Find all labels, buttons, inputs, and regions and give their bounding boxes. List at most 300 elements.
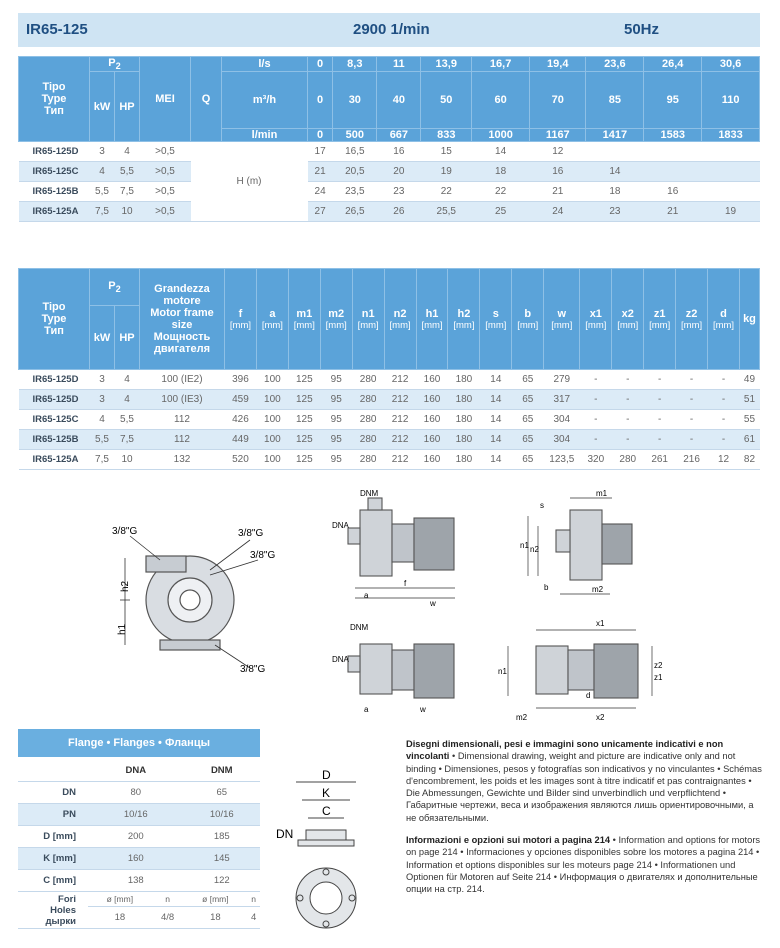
hp-cell: 10 bbox=[115, 202, 140, 222]
dim-cell: 125 bbox=[288, 430, 320, 450]
flange-dnm-value: 122 bbox=[184, 870, 260, 892]
dim-cell: 160 bbox=[416, 410, 448, 430]
dim-cell: 180 bbox=[448, 450, 480, 470]
model-cell: IR65-125C bbox=[19, 410, 90, 430]
dnm-label-2: DNM bbox=[350, 623, 369, 632]
col-p2-2 bbox=[90, 269, 140, 306]
flange-dnm-head: DNM bbox=[184, 760, 260, 782]
frame-label: motore bbox=[163, 295, 201, 307]
flange-dna-value: 10/16 bbox=[88, 804, 184, 826]
head-cell: 12 bbox=[530, 142, 586, 162]
dim-cell: 180 bbox=[448, 410, 480, 430]
dim-cell: 304 bbox=[544, 410, 580, 430]
col-name: d bbox=[720, 307, 727, 320]
col-name: z1 bbox=[653, 307, 666, 320]
dim-cell: - bbox=[644, 370, 676, 390]
head-cell: 14 bbox=[472, 142, 530, 162]
kw-cell: 3 bbox=[90, 370, 115, 390]
flange-corner bbox=[18, 760, 88, 782]
dim-cell: 125 bbox=[288, 450, 320, 470]
head-cell: 21 bbox=[530, 182, 586, 202]
head-cell: 27 bbox=[308, 202, 333, 222]
dim-cell: - bbox=[676, 390, 708, 410]
flow-m3h: 95 bbox=[644, 72, 702, 129]
dim-cell: 12 bbox=[708, 450, 740, 470]
n2-label: n2 bbox=[530, 545, 539, 554]
flow-m3h: 70 bbox=[530, 72, 586, 129]
dim-cell: - bbox=[580, 390, 612, 410]
h2-label: h2 bbox=[120, 580, 131, 592]
flange-row-label: C [mm] bbox=[18, 870, 88, 892]
kw-cell: 7,5 bbox=[90, 450, 115, 470]
performance-table bbox=[18, 56, 760, 222]
dna-label-2: DNA bbox=[332, 655, 349, 664]
flow-lmin: 1833 bbox=[702, 129, 760, 142]
model-cell: IR65-125C bbox=[19, 162, 90, 182]
dim-cell: 520 bbox=[225, 450, 257, 470]
dim-cell: 160 bbox=[416, 370, 448, 390]
dim-cell: - bbox=[612, 390, 644, 410]
dim-cell: - bbox=[708, 430, 740, 450]
head-cell: 24 bbox=[530, 202, 586, 222]
col-hp: HP bbox=[115, 72, 140, 142]
flange-dnm-value: 145 bbox=[184, 848, 260, 870]
hp-cell: 10 bbox=[115, 450, 140, 470]
flow-ls: 11 bbox=[377, 57, 421, 72]
head-cell: 18 bbox=[586, 182, 644, 202]
flange-row-label: PN bbox=[18, 804, 88, 826]
holes-label bbox=[18, 892, 88, 929]
flow-m3h: 110 bbox=[702, 72, 760, 129]
flange-dnm-value: 10/16 bbox=[184, 804, 260, 826]
flange-row-label: K [mm] bbox=[18, 848, 88, 870]
kg-cell: 82 bbox=[739, 450, 759, 470]
col-unit: [mm] bbox=[421, 319, 443, 331]
p2-sub: 2 bbox=[115, 284, 121, 295]
flange-dnm-value: 185 bbox=[184, 826, 260, 848]
col-tipo-2 bbox=[19, 269, 90, 370]
col-tipo bbox=[19, 57, 90, 142]
flow-lmin: 1583 bbox=[644, 129, 702, 142]
flow-m3h: 40 bbox=[377, 72, 421, 129]
flow-m3h: 0 bbox=[308, 72, 333, 129]
head-cell: 23 bbox=[586, 202, 644, 222]
head-cell: 17 bbox=[308, 142, 333, 162]
flange-dnm-value: 65 bbox=[184, 782, 260, 804]
hp-cell: 4 bbox=[115, 142, 140, 162]
mei-cell: >0,5 bbox=[140, 202, 191, 222]
x1-label: x1 bbox=[596, 619, 605, 628]
dim-cell: 212 bbox=[384, 450, 416, 470]
dim-cell: 449 bbox=[225, 430, 257, 450]
head-cell: 15 bbox=[421, 142, 472, 162]
w-label-2: w bbox=[420, 705, 426, 714]
dim-cell: - bbox=[580, 370, 612, 390]
col-name: h2 bbox=[457, 307, 471, 320]
dim-cell: 100 bbox=[256, 370, 288, 390]
dim-cell: 65 bbox=[512, 430, 544, 450]
flange-row-label: DN bbox=[18, 782, 88, 804]
dim-cell: 95 bbox=[320, 410, 352, 430]
dim-cell: 212 bbox=[384, 430, 416, 450]
flange-row bbox=[18, 848, 260, 870]
flow-lmin: 833 bbox=[421, 129, 472, 142]
holes-value: 4 bbox=[247, 907, 260, 929]
holes-row bbox=[18, 892, 260, 907]
col-z2 bbox=[676, 269, 708, 370]
flow-m3h: 85 bbox=[586, 72, 644, 129]
flow-ls: 13,9 bbox=[421, 57, 472, 72]
head-cell: 23,5 bbox=[333, 182, 377, 202]
frame-label: Motor frame bbox=[150, 307, 214, 319]
frame-cell: 112 bbox=[140, 430, 225, 450]
head-cell: 22 bbox=[421, 182, 472, 202]
dim-cell: - bbox=[676, 430, 708, 450]
col-w bbox=[544, 269, 580, 370]
flow-lmin: 1167 bbox=[530, 129, 586, 142]
flow-lmin: 0 bbox=[308, 129, 333, 142]
frame-cell: 100 (IE2) bbox=[140, 370, 225, 390]
w-label: w bbox=[430, 599, 436, 608]
model-cell: IR65-125D bbox=[19, 390, 90, 410]
dim-cell: 320 bbox=[580, 450, 612, 470]
col-name: a bbox=[269, 307, 276, 320]
col-kw-2: kW bbox=[90, 306, 115, 370]
head-cell bbox=[702, 182, 760, 202]
unit-m3h: m³/h bbox=[222, 72, 308, 129]
table-row bbox=[19, 182, 760, 202]
dim-cell: 123,5 bbox=[544, 450, 580, 470]
head-cell: 16 bbox=[377, 142, 421, 162]
dimensions-table bbox=[18, 268, 760, 470]
col-name: h1 bbox=[425, 307, 439, 320]
table-row bbox=[19, 162, 760, 182]
dim-cell: 65 bbox=[512, 450, 544, 470]
col-hp-2: HP bbox=[115, 306, 140, 370]
dim-cell: - bbox=[612, 430, 644, 450]
frequency-label: 50Hz bbox=[624, 21, 660, 38]
col-name: m2 bbox=[328, 307, 345, 320]
mei-cell: >0,5 bbox=[140, 162, 191, 182]
holes-sub: ø [mm] bbox=[88, 892, 152, 907]
flow-m3h: 30 bbox=[333, 72, 377, 129]
dim-cell: - bbox=[644, 390, 676, 410]
table-row bbox=[19, 450, 760, 470]
col-p2 bbox=[90, 57, 140, 72]
dim-cell: - bbox=[612, 370, 644, 390]
col-mei: MEI bbox=[140, 57, 191, 142]
holes-text: Holes bbox=[50, 904, 76, 916]
mei-cell: >0,5 bbox=[140, 182, 191, 202]
port-label-3: 3/8"G bbox=[250, 550, 276, 561]
dim-cell: 100 bbox=[256, 390, 288, 410]
dim-cell: - bbox=[644, 430, 676, 450]
kg-cell: 51 bbox=[739, 390, 759, 410]
head-cell: 16 bbox=[530, 162, 586, 182]
flange-row bbox=[18, 782, 260, 804]
a-label: a bbox=[364, 591, 369, 600]
dim-cell: 95 bbox=[320, 450, 352, 470]
dim-cell: 280 bbox=[352, 430, 384, 450]
flow-ls: 8,3 bbox=[333, 57, 377, 72]
table-row bbox=[19, 410, 760, 430]
dim-cell: 14 bbox=[480, 430, 512, 450]
m2-label-2: m2 bbox=[516, 713, 528, 722]
holes-sub: n bbox=[152, 892, 184, 907]
dim-cell: 180 bbox=[448, 430, 480, 450]
holes-value: 18 bbox=[88, 907, 152, 929]
head-cell: 18 bbox=[472, 162, 530, 182]
frame-label: Grandezza bbox=[154, 283, 210, 295]
col-d bbox=[708, 269, 740, 370]
dim-cell: 317 bbox=[544, 390, 580, 410]
dim-cell: 212 bbox=[384, 390, 416, 410]
col-unit: [mm] bbox=[229, 319, 252, 331]
dim-cell: 65 bbox=[512, 410, 544, 430]
m2-label: m2 bbox=[592, 585, 604, 594]
z2-label: z2 bbox=[654, 661, 663, 670]
tipo-label: Type bbox=[41, 93, 67, 105]
flange-dna-value: 138 bbox=[88, 870, 184, 892]
h1-label: h1 bbox=[117, 623, 128, 635]
port-label-4: 3/8"G bbox=[240, 664, 266, 675]
flange-dna-value: 80 bbox=[88, 782, 184, 804]
dim-cell: 180 bbox=[448, 370, 480, 390]
dim-cell: 426 bbox=[225, 410, 257, 430]
dim-cell: 180 bbox=[448, 390, 480, 410]
unit-ls: l/s bbox=[222, 57, 308, 72]
hp-cell: 5,5 bbox=[115, 410, 140, 430]
dim-cell: 95 bbox=[320, 370, 352, 390]
col-name: n1 bbox=[361, 307, 375, 320]
dim-cell: - bbox=[580, 410, 612, 430]
n1-label: n1 bbox=[520, 541, 529, 550]
dim-cell: 304 bbox=[544, 430, 580, 450]
col-unit: [mm] bbox=[389, 319, 411, 331]
dim-cell: 65 bbox=[512, 390, 544, 410]
head-cell: 19 bbox=[702, 202, 760, 222]
col-b bbox=[512, 269, 544, 370]
dim-cell: 125 bbox=[288, 410, 320, 430]
col-unit: [mm] bbox=[453, 319, 475, 331]
note1-text: • Dimensional drawing, weight and picture are indicative only and not binding • Dimensiones, pesos y fotografías son indicativos y no vinculantes • Schémas d'encombrement, les poids et les images sont à titre indicatif et pas contraignantes • Die Abmessungen, Gewichte und Bilder sind unverbindlich und verpflichtend • Габаритные чертежи, веса и изображения являются лишь ориентировочными, а не обязательными. bbox=[406, 751, 762, 823]
p2-label: P bbox=[108, 57, 116, 69]
p2-sub: 2 bbox=[115, 61, 121, 72]
flow-ls: 26,4 bbox=[644, 57, 702, 72]
col-z1 bbox=[644, 269, 676, 370]
kg-cell: 61 bbox=[739, 430, 759, 450]
holes-text: Fori bbox=[58, 893, 76, 905]
col-name: b bbox=[524, 307, 532, 320]
kw-cell: 5,5 bbox=[90, 430, 115, 450]
dim-cell: 216 bbox=[676, 450, 708, 470]
dim-cell: 95 bbox=[320, 430, 352, 450]
note1-bold: Disegni dimensionali, pesi e immagini sono unicamente indicativi e non vincolanti bbox=[406, 739, 724, 762]
flow-lmin: 500 bbox=[333, 129, 377, 142]
flow-ls: 19,4 bbox=[530, 57, 586, 72]
flange-table bbox=[18, 760, 260, 929]
head-cell: 26 bbox=[377, 202, 421, 222]
note2-text: • Information and options for motors on page 214 • Informaciones y opciones disponibles sobre los motores a pagina 214 • Information et options disponibles sur les moteurs page 214 • Informationen und Optionen für Motoren auf Seite 214 • Информация о двигателях и дополнительные опции на стр. 214. bbox=[406, 835, 761, 895]
dim-cell: 280 bbox=[352, 390, 384, 410]
frame-cell: 132 bbox=[140, 450, 225, 470]
kw-cell: 3 bbox=[90, 142, 115, 162]
flange-row-label: D [mm] bbox=[18, 826, 88, 848]
model-cell: IR65-125B bbox=[19, 430, 90, 450]
kw-cell: 4 bbox=[90, 410, 115, 430]
pump-front-drawing bbox=[100, 520, 320, 685]
flange-dna-value: 160 bbox=[88, 848, 184, 870]
col-a bbox=[256, 269, 288, 370]
flow-ls: 23,6 bbox=[586, 57, 644, 72]
table-row bbox=[19, 430, 760, 450]
note2-bold: Informazioni e opzioni sui motori a pagina 214 bbox=[406, 835, 611, 846]
col-name: f bbox=[238, 307, 243, 320]
table-row bbox=[19, 390, 760, 410]
head-cell: 20,5 bbox=[333, 162, 377, 182]
col-unit: [mm] bbox=[551, 319, 573, 331]
col-unit: [mm] bbox=[712, 319, 735, 331]
tipo-label: Тип bbox=[44, 105, 64, 117]
flange-dna-head: DNA bbox=[88, 760, 184, 782]
model-cell: IR65-125A bbox=[19, 202, 90, 222]
col-unit: [mm] bbox=[261, 319, 283, 331]
holes-sub: n bbox=[247, 892, 260, 907]
flow-ls: 16,7 bbox=[472, 57, 530, 72]
col-unit: [mm] bbox=[357, 319, 379, 331]
model-cell: IR65-125A bbox=[19, 450, 90, 470]
dim-cell: 14 bbox=[480, 410, 512, 430]
pump-bottom-drawing bbox=[496, 616, 666, 726]
hp-cell: 7,5 bbox=[115, 430, 140, 450]
head-cell: 21 bbox=[644, 202, 702, 222]
flange-d-label: D bbox=[322, 768, 331, 782]
dim-cell: 95 bbox=[320, 390, 352, 410]
dim-cell: - bbox=[708, 390, 740, 410]
head-cell: 20 bbox=[377, 162, 421, 182]
frame-label: двигателя bbox=[153, 343, 211, 355]
col-name: w bbox=[557, 307, 567, 320]
head-cell: 26,5 bbox=[333, 202, 377, 222]
dim-cell: 280 bbox=[352, 370, 384, 390]
hp-cell: 4 bbox=[115, 390, 140, 410]
dim-cell: 280 bbox=[352, 450, 384, 470]
frame-cell: 100 (IE3) bbox=[140, 390, 225, 410]
col-kw: kW bbox=[90, 72, 115, 142]
pump-side-drawing bbox=[330, 488, 470, 608]
head-cell: 16 bbox=[644, 182, 702, 202]
frame-label: Мощность bbox=[153, 331, 211, 343]
header-bar bbox=[18, 13, 760, 47]
col-name: x1 bbox=[589, 307, 602, 320]
col-f bbox=[225, 269, 257, 370]
head-cell: 25 bbox=[472, 202, 530, 222]
head-unit-cell: H (m) bbox=[191, 142, 308, 222]
col-m2 bbox=[320, 269, 352, 370]
col-s bbox=[480, 269, 512, 370]
dim-cell: 279 bbox=[544, 370, 580, 390]
head-cell: 19 bbox=[421, 162, 472, 182]
frame-cell: 112 bbox=[140, 410, 225, 430]
kw-cell: 7,5 bbox=[90, 202, 115, 222]
head-cell: 21 bbox=[308, 162, 333, 182]
kg-cell: 49 bbox=[739, 370, 759, 390]
m1-label: m1 bbox=[596, 489, 608, 498]
dim-cell: 100 bbox=[256, 430, 288, 450]
head-cell bbox=[702, 162, 760, 182]
kg-cell: 55 bbox=[739, 410, 759, 430]
pump-rear-drawing bbox=[500, 486, 660, 606]
port-label-2: 3/8"G bbox=[238, 528, 264, 539]
table-row bbox=[19, 370, 760, 390]
holes-text: дырки bbox=[45, 915, 76, 927]
dim-cell: 100 bbox=[256, 450, 288, 470]
dnm-label: DNM bbox=[360, 489, 379, 498]
col-unit: [mm] bbox=[517, 319, 539, 331]
flange-title: Flange • Flanges • Фланцы bbox=[18, 729, 260, 757]
col-x2 bbox=[612, 269, 644, 370]
dim-cell: 65 bbox=[512, 370, 544, 390]
col-name: s bbox=[492, 307, 499, 320]
tipo-label: Тип bbox=[44, 325, 64, 337]
dim-cell: 160 bbox=[416, 390, 448, 410]
model-cell: IR65-125D bbox=[19, 370, 90, 390]
table-row bbox=[19, 202, 760, 222]
flange-c-label: C bbox=[322, 804, 331, 818]
flange-row bbox=[18, 804, 260, 826]
hp-cell: 4 bbox=[115, 370, 140, 390]
dim-cell: 125 bbox=[288, 390, 320, 410]
dim-cell: - bbox=[676, 410, 708, 430]
kw-cell: 4 bbox=[90, 162, 115, 182]
dim-cell: - bbox=[644, 410, 676, 430]
dim-cell: 160 bbox=[416, 450, 448, 470]
dim-cell: 14 bbox=[480, 370, 512, 390]
col-h1 bbox=[416, 269, 448, 370]
x2-label: x2 bbox=[596, 713, 605, 722]
dim-cell: - bbox=[708, 410, 740, 430]
dim-cell: 261 bbox=[644, 450, 676, 470]
dim-cell: 212 bbox=[384, 370, 416, 390]
col-unit: [mm] bbox=[681, 319, 703, 331]
dim-cell: - bbox=[612, 410, 644, 430]
z1-label: z1 bbox=[654, 673, 663, 682]
col-x1 bbox=[580, 269, 612, 370]
flange-dna-value: 200 bbox=[88, 826, 184, 848]
col-unit: [mm] bbox=[617, 319, 639, 331]
dna-label: DNA bbox=[332, 521, 349, 530]
col-unit: [mm] bbox=[293, 319, 315, 331]
dim-cell: 160 bbox=[416, 430, 448, 450]
col-frame bbox=[140, 269, 225, 370]
head-cell: 25,5 bbox=[421, 202, 472, 222]
head-cell: 23 bbox=[377, 182, 421, 202]
holes-sub: ø [mm] bbox=[184, 892, 248, 907]
hp-cell: 5,5 bbox=[115, 162, 140, 182]
col-unit: [mm] bbox=[649, 319, 671, 331]
s-label: s bbox=[540, 501, 544, 510]
col-n2 bbox=[384, 269, 416, 370]
tipo-label: Tipo bbox=[42, 301, 66, 313]
col-name: z2 bbox=[685, 307, 698, 320]
flow-ls: 30,6 bbox=[702, 57, 760, 72]
flow-lmin: 1000 bbox=[472, 129, 530, 142]
model-title: IR65-125 bbox=[26, 21, 88, 38]
flow-lmin: 1417 bbox=[586, 129, 644, 142]
tipo-label: Type bbox=[41, 313, 67, 325]
d-label: d bbox=[586, 691, 591, 700]
dim-cell: - bbox=[708, 370, 740, 390]
